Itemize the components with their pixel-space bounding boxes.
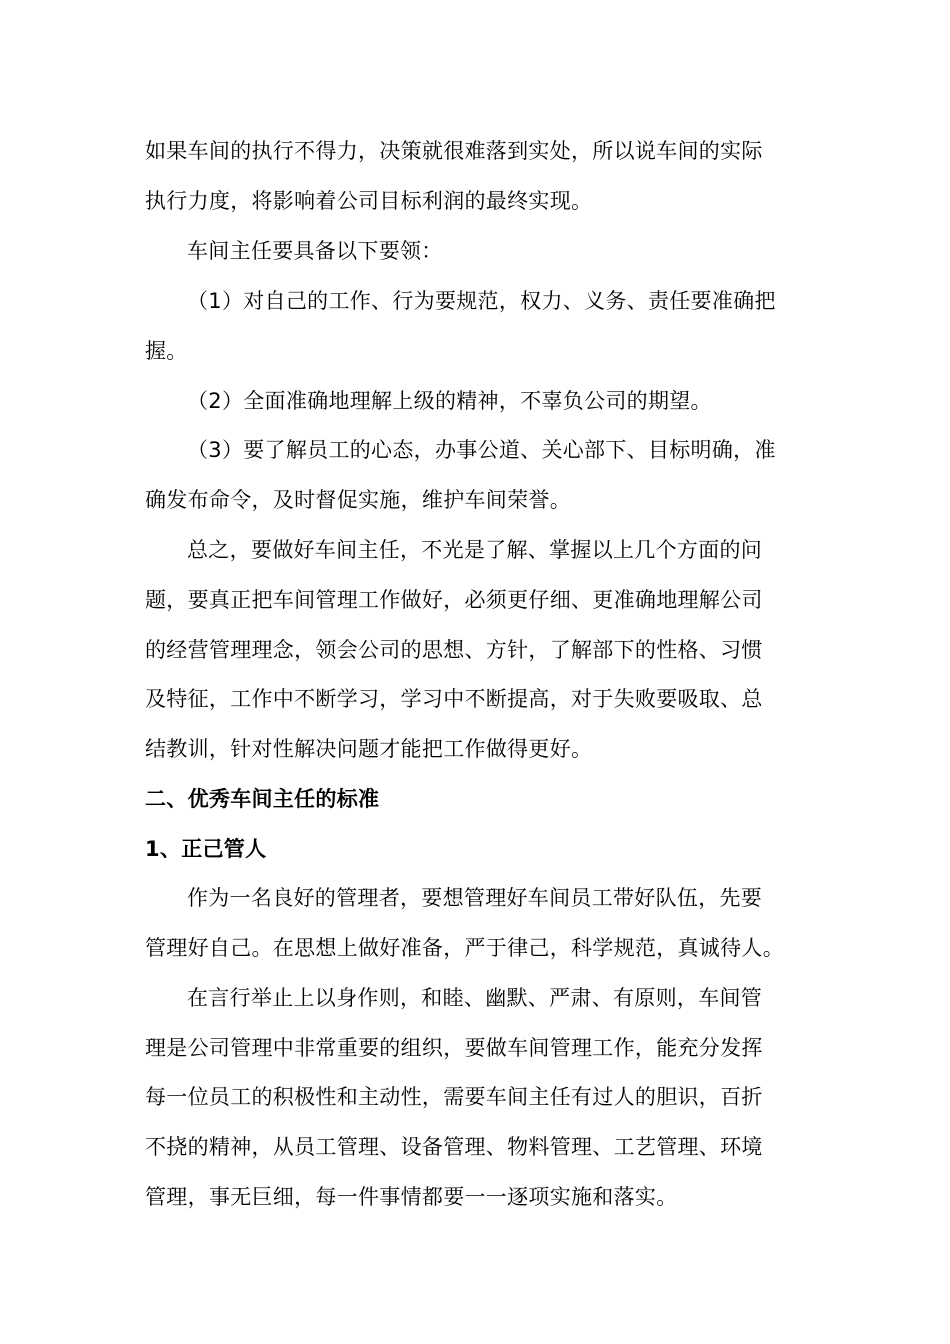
paragraph-5-line-5: 管理，事无巨细，每一件事情都要一一逐项实施和落实。	[145, 1185, 678, 1209]
paragraph-5-line-2: 理是公司管理中非常重要的组织，要做车间管理工作，能充分发挥	[145, 1036, 763, 1060]
paragraph-1-line-2: 执行力度，将影响着公司目标利润的最终实现。	[145, 189, 593, 213]
item-3-line-1: （3）要了解员工的心态，办事公道、关心部下、目标明确，准	[187, 438, 776, 462]
paragraph-3-line-4: 及特征，工作中不断学习，学习中不断提高，对于失败要吸取、总	[145, 687, 763, 711]
paragraph-3-line-2: 题，要真正把车间管理工作做好，必须更仔细、更准确地理解公司	[145, 588, 763, 612]
section-heading: 二、优秀车间主任的标准	[145, 787, 380, 811]
paragraph-3-line-3: 的经营管理理念，领会公司的思想、方针，了解部下的性格、习惯	[145, 638, 763, 662]
paragraph-1-line-1: 如果车间的执行不得力，决策就很难落到实处，所以说车间的实际	[145, 139, 763, 163]
paragraph-5-line-4: 不挠的精神，从员工管理、设备管理、物料管理、工艺管理、环境	[145, 1135, 763, 1159]
item-2-line-1: （2）全面准确地理解上级的精神，不辜负公司的期望。	[187, 389, 712, 413]
paragraph-3-line-5: 结教训，针对性解决问题才能把工作做得更好。	[145, 737, 593, 761]
paragraph-5-line-1: 在言行举止上以身作则，和睦、幽默、严肃、有原则，车间管	[187, 986, 763, 1010]
paragraph-5-line-3: 每一位员工的积极性和主动性，需要车间主任有过人的胆识，百折	[145, 1085, 763, 1109]
paragraph-2-line-1: 车间主任要具备以下要领：	[187, 239, 443, 263]
item-3-line-2: 确发布命令，及时督促实施，维护车间荣誉。	[145, 488, 571, 512]
paragraph-4-line-1: 作为一名良好的管理者，要想管理好车间员工带好队伍，先要	[187, 886, 763, 910]
item-1-line-1: （1）对自己的工作、行为要规范，权力、义务、责任要准确把	[187, 289, 776, 313]
item-1-line-2: 握。	[145, 339, 188, 363]
paragraph-3-line-1: 总之，要做好车间主任，不光是了解、掌握以上几个方面的问	[187, 538, 763, 562]
paragraph-4-line-2: 管理好自己。在思想上做好准备，严于律己，科学规范，真诚待人。	[145, 936, 784, 960]
subsection-heading: 1、正己管人	[145, 837, 267, 861]
